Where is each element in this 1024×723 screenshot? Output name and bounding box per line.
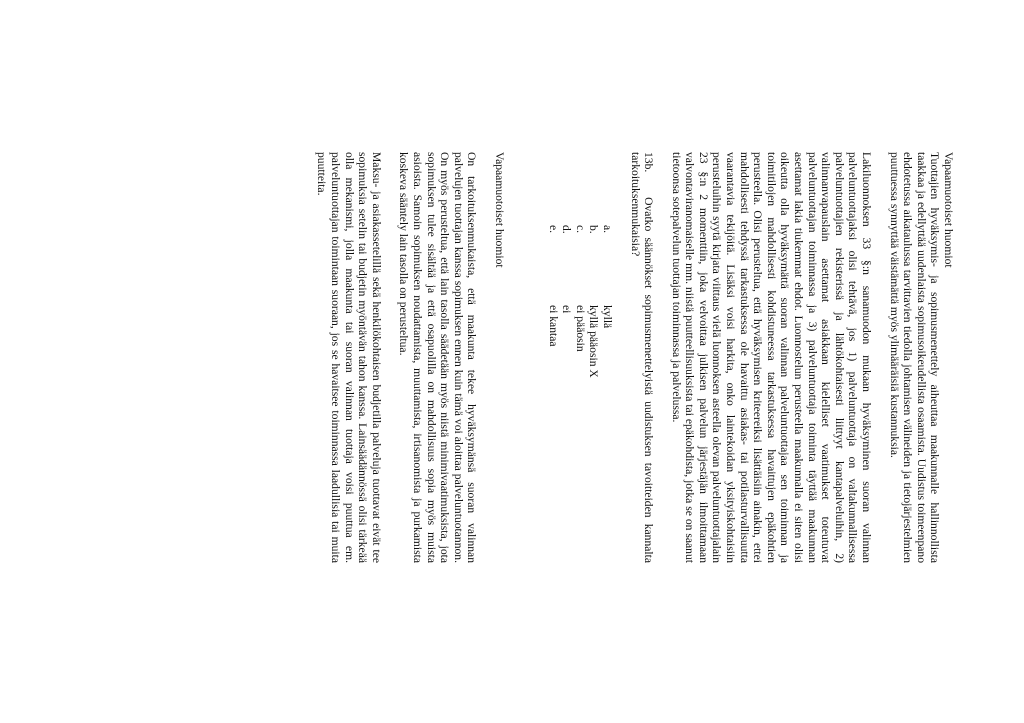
answer-option	[587, 152, 601, 563]
question-number: 13b.	[642, 152, 656, 173]
question-text: Ovatko säännökset sopimusmenettelyistä uudistuksen tavoitteiden kannalta tarkoituksenmukaisia?	[628, 152, 656, 564]
option-letter: d.	[560, 225, 574, 234]
answer-option	[600, 152, 614, 563]
option-label: ei kantaa	[546, 305, 560, 347]
option-letter: a.	[600, 225, 614, 234]
spacer	[383, 152, 397, 563]
spacer	[873, 152, 887, 563]
spacer	[655, 152, 669, 563]
option-label: ei pääosin	[573, 305, 587, 352]
answer-option	[546, 152, 560, 563]
paragraph-sopimus: On tarkoituksenmukaista, että maakunta tekee hyväksymänsä suoran valinnan palvelujen tuottajan kanssa sopimuksen ennen kuin tämä voi aloittaa palveluntuotannon. On myös perusteltua, että lain tasolla säädetään myös niistä minimivaatimuksista, jota sopimuksen tulee sisältää ja että osapuolilla on mahdollisuus sopia myös muista asioista. Samoin sopimuksen noudattamista, muuttamista, irtisanomista ja purkamista koskeva sääntely lain tasolla on perusteltua.	[397, 152, 479, 563]
section-heading-1: Vapaamuotoiset huomiot	[942, 152, 955, 268]
answer-options	[546, 152, 614, 563]
option-label: ei	[560, 305, 574, 314]
paragraph-lakiluonnos-33: Lakiluonnoksen 33 §:n sanamuodon mukaan hyväksyminen suoran valinnan palveluntuottajaksi olisi tehtävä, jos 1) palveluntuottaja on valtakunnallisessa palveluntuottajien rekisterissä ja lähtökohtaisesti liittyyt kantapalveluihin, 2) valinnanvapauslain asettamat asiakkaan kielelliset vaatimukset toteutuvat palveluntuottajan toiminnassa ja 3) palveluntuottaja toiminta täyttää maakunnan asettamat lakia tiukemmat ehdot. Luonnostelun perusteella maakunnalla ei siten olisi oikeutta olla hyväksymättä suoran valinnan palveluntuottajaa sen toiminnan ja toimitilojen mahdollisesti kohdistuneessa tarkastuksessa havaittujen epäkohtien perusteella. Olisi perusteltua, että hyväksymisen kriteereiksi lisättäisiin ainakin, ettei mahdollisesti tehdyssä tarkastuksessa ole havaittu asiakas- tai potilasturvallisuutta vaarantavia tekijöitä. Lisäksi voisi harkita, onko laintekoidan yksityiskohtaisiin perusteluihin syytä kirjata viittaus vielä luonnoksen asteella olevan palveluntuottajalain 23 §:n 2 momenttiin, joka velvoittaa julkisen palvelun järjestäjän ilmoittamaan valvontaviranomaiselle mm. niistä puutteellisuuksista tai epäkohdista, jotka se on saanut tietoonsa sotepalvelun tuottajan toiminnassa ja palvelussa.	[669, 152, 874, 563]
spacer	[506, 152, 546, 563]
answer-option	[573, 152, 587, 563]
answer-option	[560, 152, 574, 563]
option-label: kyllä pääosin X	[587, 305, 601, 378]
option-letter: b.	[587, 225, 601, 234]
spacer	[478, 152, 492, 563]
option-letter: c.	[573, 225, 587, 234]
question-13b	[628, 152, 655, 563]
paragraph-asiakasseteli: Maksu- ja asiakassetelillä sekä henkilökohtaisen budjetilla palveluja tuottavat eivät tee sopimuksia setelin tai budjetin myöntävän tahon kanssa. Lainsäädännössä olisi tärkeää olla mekanismi, jolla maakunta tai suoran valinnan tuottaja voisi puuttua em. palveluntuottajan toimintaan suoraan, jos se havaitsee toiminnassa laadullisia tai muita puutteita.	[315, 152, 383, 563]
option-label: kyllä	[600, 305, 614, 329]
option-letter: e.	[546, 225, 560, 234]
section-heading-2: Vapaamuotoiset huomiot	[492, 152, 506, 268]
paragraph-hallinnollinen-taakka: Tuottajien hyväksymis- ja sopimusmenettely aiheuttaa maakunnalle hallinnollista taakkaa ja edellyttää uudenlaista sopimusoikeudellista osaamista. Uudistus toimeenpano ehdotetussa aikataulussa tarvittavien tiedolla johtamisen välineiden ja tietojärjestelmien puuttuessa synnyttää väistämättä myös ylimääräisiä kustannuksia.	[887, 152, 942, 563]
